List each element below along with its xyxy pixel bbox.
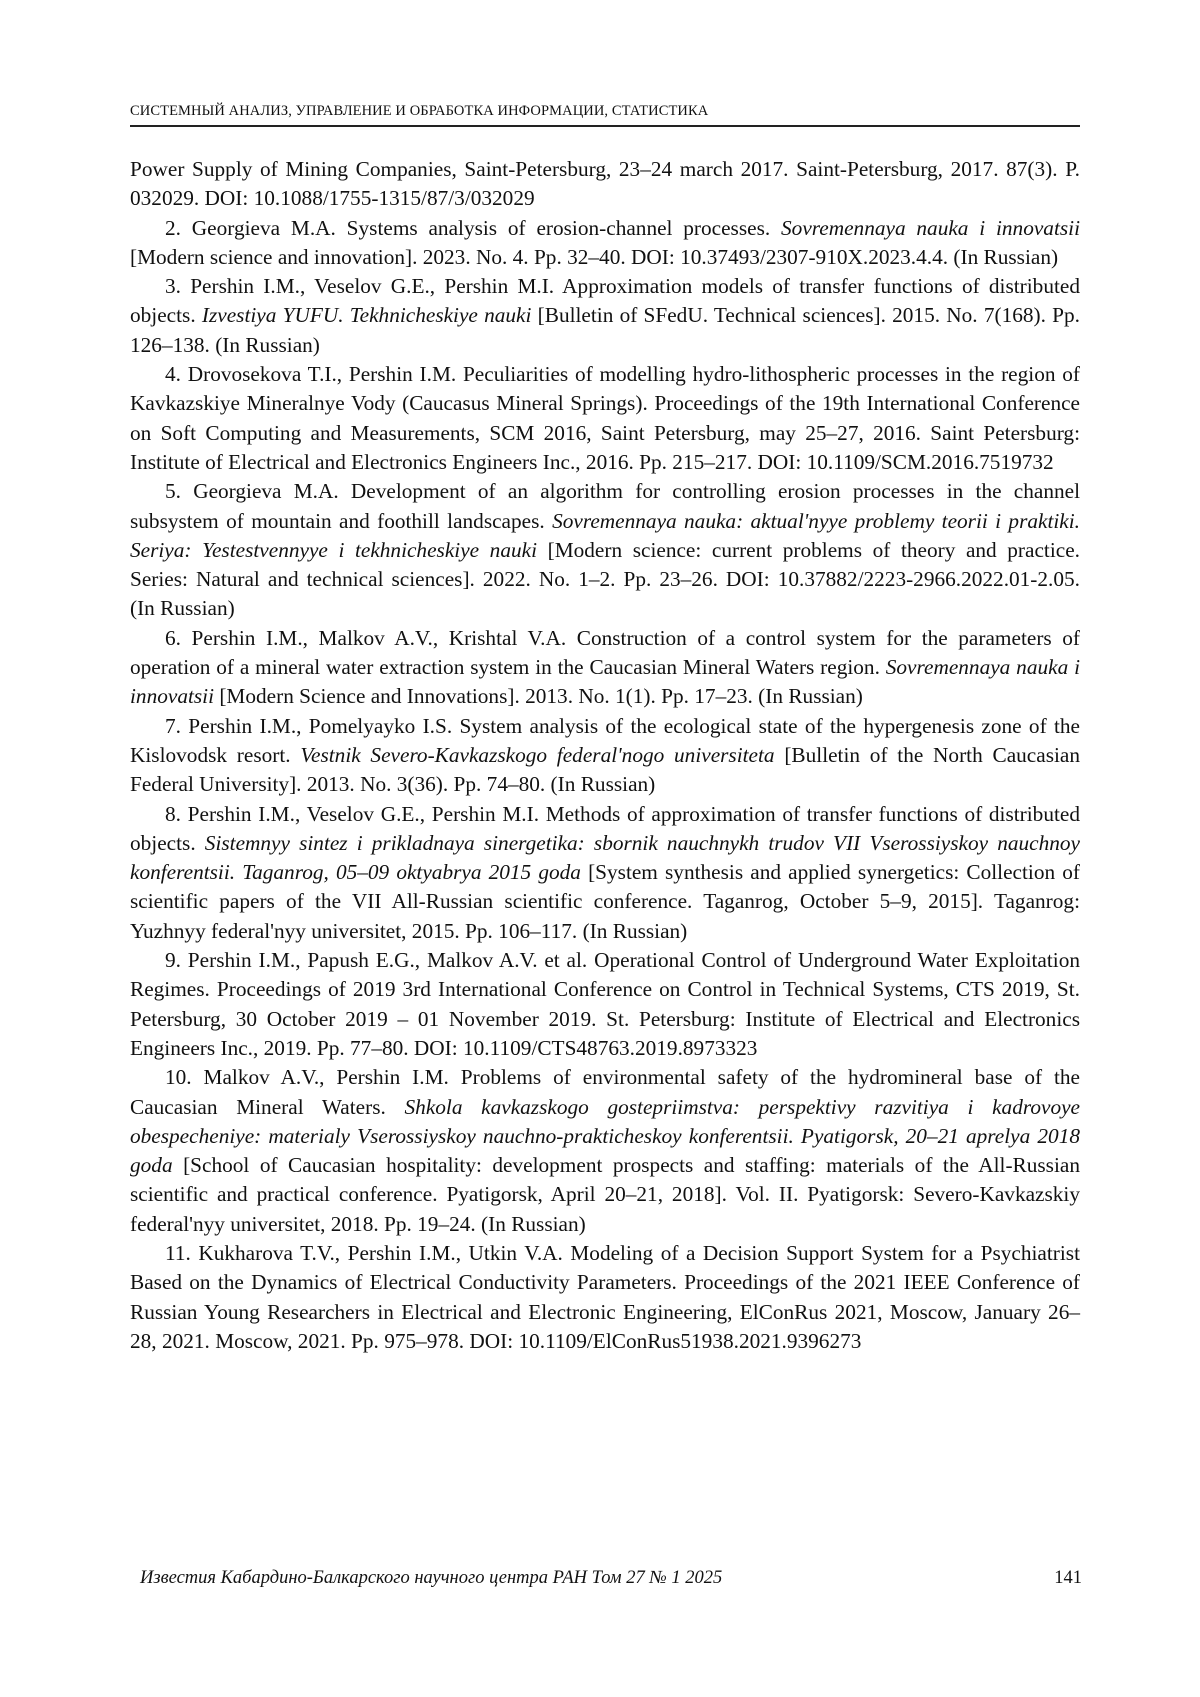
reference-text: [Modern science and innovation]. 2023. No. 4. Pp. 32–40. DOI: 10.37493/2307-910X.2023.4.4. (In Russian) [130,244,1059,269]
reference-item [130,272,1080,360]
journal-footer: Известия Кабардино-Балкарского научного центра РАН Том 27 № 1 2025 [140,1568,723,1588]
reference-source-title: Sistemnyy sintez i prikladnaya sinergetika: sbornik nauchnykh trudov VII Vserossiyskoy nauchnoy konferentsii. Taganrog, 05–09 oktyabrya 2015 goda [130,830,1080,885]
reference-item [130,155,1080,214]
reference-item [130,946,1080,1063]
reference-text: 4. Drovosekova T.I., Pershin I.M. Peculiarities of modelling hydro-lithospheric processes in the region of Kavkazskiye Mineralnye Vody (Caucasus Mineral Springs). Proceedings of the 19th International Conference on Soft Computing and Measurements, SCM 2016, Saint Petersburg, may 25–27, 2016. Saint Petersburg: Institute of Electrical and Electronics Engineers Inc., 2016. Pp. 215–217. DOI: 10.1109/SCM.2016.7519732 [130,362,1080,474]
reference-item [130,1063,1080,1239]
page-number: 141 [1054,1568,1082,1588]
reference-source-title: Shkola kavkazskogo gostepriimstva: perspektivy razvitiya i kadrovoye obespecheniye: materialy Vserossiyskoy nauchno-prakticheskoy konferentsii. Pyatigorsk, 20–21 aprelya 2018 goda [130,1094,1080,1178]
reference-text: 11. Kukharova T.V., Pershin I.M., Utkin V.A. Modeling of a Decision Support System for a Psychiatrist Based on the Dynamics of Electrical Conductivity Parameters. Proceedings of the 2021 IEEE Conference of Russian Young Researchers in Electrical and Electronic Engineering, ElConRus 2021, Moscow, January 26–28, 2021. Moscow, 2021. Pp. 975–978. DOI: 10.1109/ElConRus51938.2021.9396273 [130,1240,1080,1353]
reference-text: [Bulletin of the North Caucasian Federal University]. 2013. No. 3(36). Pp. 74–80. (In Russian) [130,742,1080,797]
reference-text: 3. Pershin I.M., Veselov G.E., Pershin M.I. Approximation models of transfer functions of distributed objects. [130,274,1080,328]
reference-text: 5. Georgieva M.A. Development of an algorithm for controlling erosion processes in the channel subsystem of mountain and foothill landscapes. [130,479,1080,533]
reference-source-title: Izvestiya YUFU. Tekhnicheskiye nauki [201,303,532,328]
reference-text: 6. Pershin I.M., Malkov A.V., Krishtal V.A. Construction of a control system for the parameters of operation of a mineral water extraction system in the Caucasian Mineral Waters region. [130,625,1080,680]
reference-text: 9. Pershin I.M., Papush E.G., Malkov A.V. et al. Operational Control of Underground Water Exploitation Regimes. Proceedings of 2019 3rd International Conference on Control in Technical Systems, CTS 2019, St. Petersburg, 30 October 2019 – 01 November 2019. St. Petersburg: Institute of Electrical and Electronics Engineers Inc., 2019. Pp. 77–80. DOI: 10.1109/CTS48763.2019.8973323 [130,948,1080,1060]
reference-item [130,624,1080,712]
reference-source-title: Sovremennaya nauka i innovatsii [130,655,1080,709]
reference-item [130,477,1080,623]
reference-text: Power Supply of Mining Companies, Saint-Petersburg, 23–24 march 2017. Saint-Petersburg, 2017. 87(3). P. 032029. DOI: 10.1088/1755-1315/87/3/032029 [130,157,1080,211]
reference-text: [Modern science: current problems of theory and practice. Series: Natural and technical sciences]. 2022. No. 1–2. Pp. 23–26. DOI: 10.37882/2223-2966.2022.01-2.05. (In Russian) [130,537,1080,621]
running-header: СИСТЕМНЫЙ АНАЛИЗ, УПРАВЛЕНИЕ И ОБРАБОТКА ИНФОРМАЦИИ, СТАТИСТИКА [130,103,709,119]
reference-text: [Bulletin of SFedU. Technical sciences]. 2015. No. 7(168). Pp. 126–138. (In Russian) [130,303,1080,357]
reference-item [130,214,1080,273]
reference-source-title: Sovremennaya nauka: aktual'nyye problemy teorii i praktiki. Seriya: Yestestvennyye i tekhnicheskiye nauki [130,508,1080,562]
reference-text: 10. Malkov A.V., Pershin I.M. Problems of environmental safety of the hydromineral base of the Caucasian Mineral Waters. [130,1065,1080,1119]
reference-text: 2. Georgieva M.A. Systems analysis of erosion-channel processes. [165,215,782,240]
reference-source-title: Sovremennaya nauka i innovatsii [781,215,1080,240]
reference-text: [Modern Science and Innovations]. 2013. No. 1(1). Pp. 17–23. (In Russian) [214,684,863,709]
reference-item [130,360,1080,477]
reference-item [130,1239,1080,1356]
reference-item [130,712,1080,800]
reference-source-title: Vestnik Severo-Kavkazskogo federal'nogo universiteta [300,742,775,767]
reference-text: 8. Pershin I.M., Veselov G.E., Pershin M.I. Methods of approximation of transfer functions of distributed objects. [130,801,1080,855]
reference-list [130,155,1080,1356]
header-divider [130,125,1080,127]
reference-text: [System synthesis and applied synergetics: Collection of scientific papers of the VII All-Russian scientific conference. Taganrog, October 5–9, 2015]. Taganrog: Yuzhnyy federal'nyy universitet, 2015. Pp. 106–117. (In Russian) [130,860,1080,943]
reference-item [130,800,1080,946]
reference-text: [School of Caucasian hospitality: development prospects and staffing: materials of the All-Russian scientific and practical conference. Pyatigorsk, April 20–21, 2018]. Vol. II. Pyatigorsk: Severo-Kavkazskiy federal'nyy universitet, 2018. Pp. 19–24. (In Russian) [130,1153,1080,1236]
reference-text: 7. Pershin I.M., Pomelyayko I.S. System analysis of the ecological state of the hypergenesis zone of the Kislovodsk resort. [130,713,1080,767]
